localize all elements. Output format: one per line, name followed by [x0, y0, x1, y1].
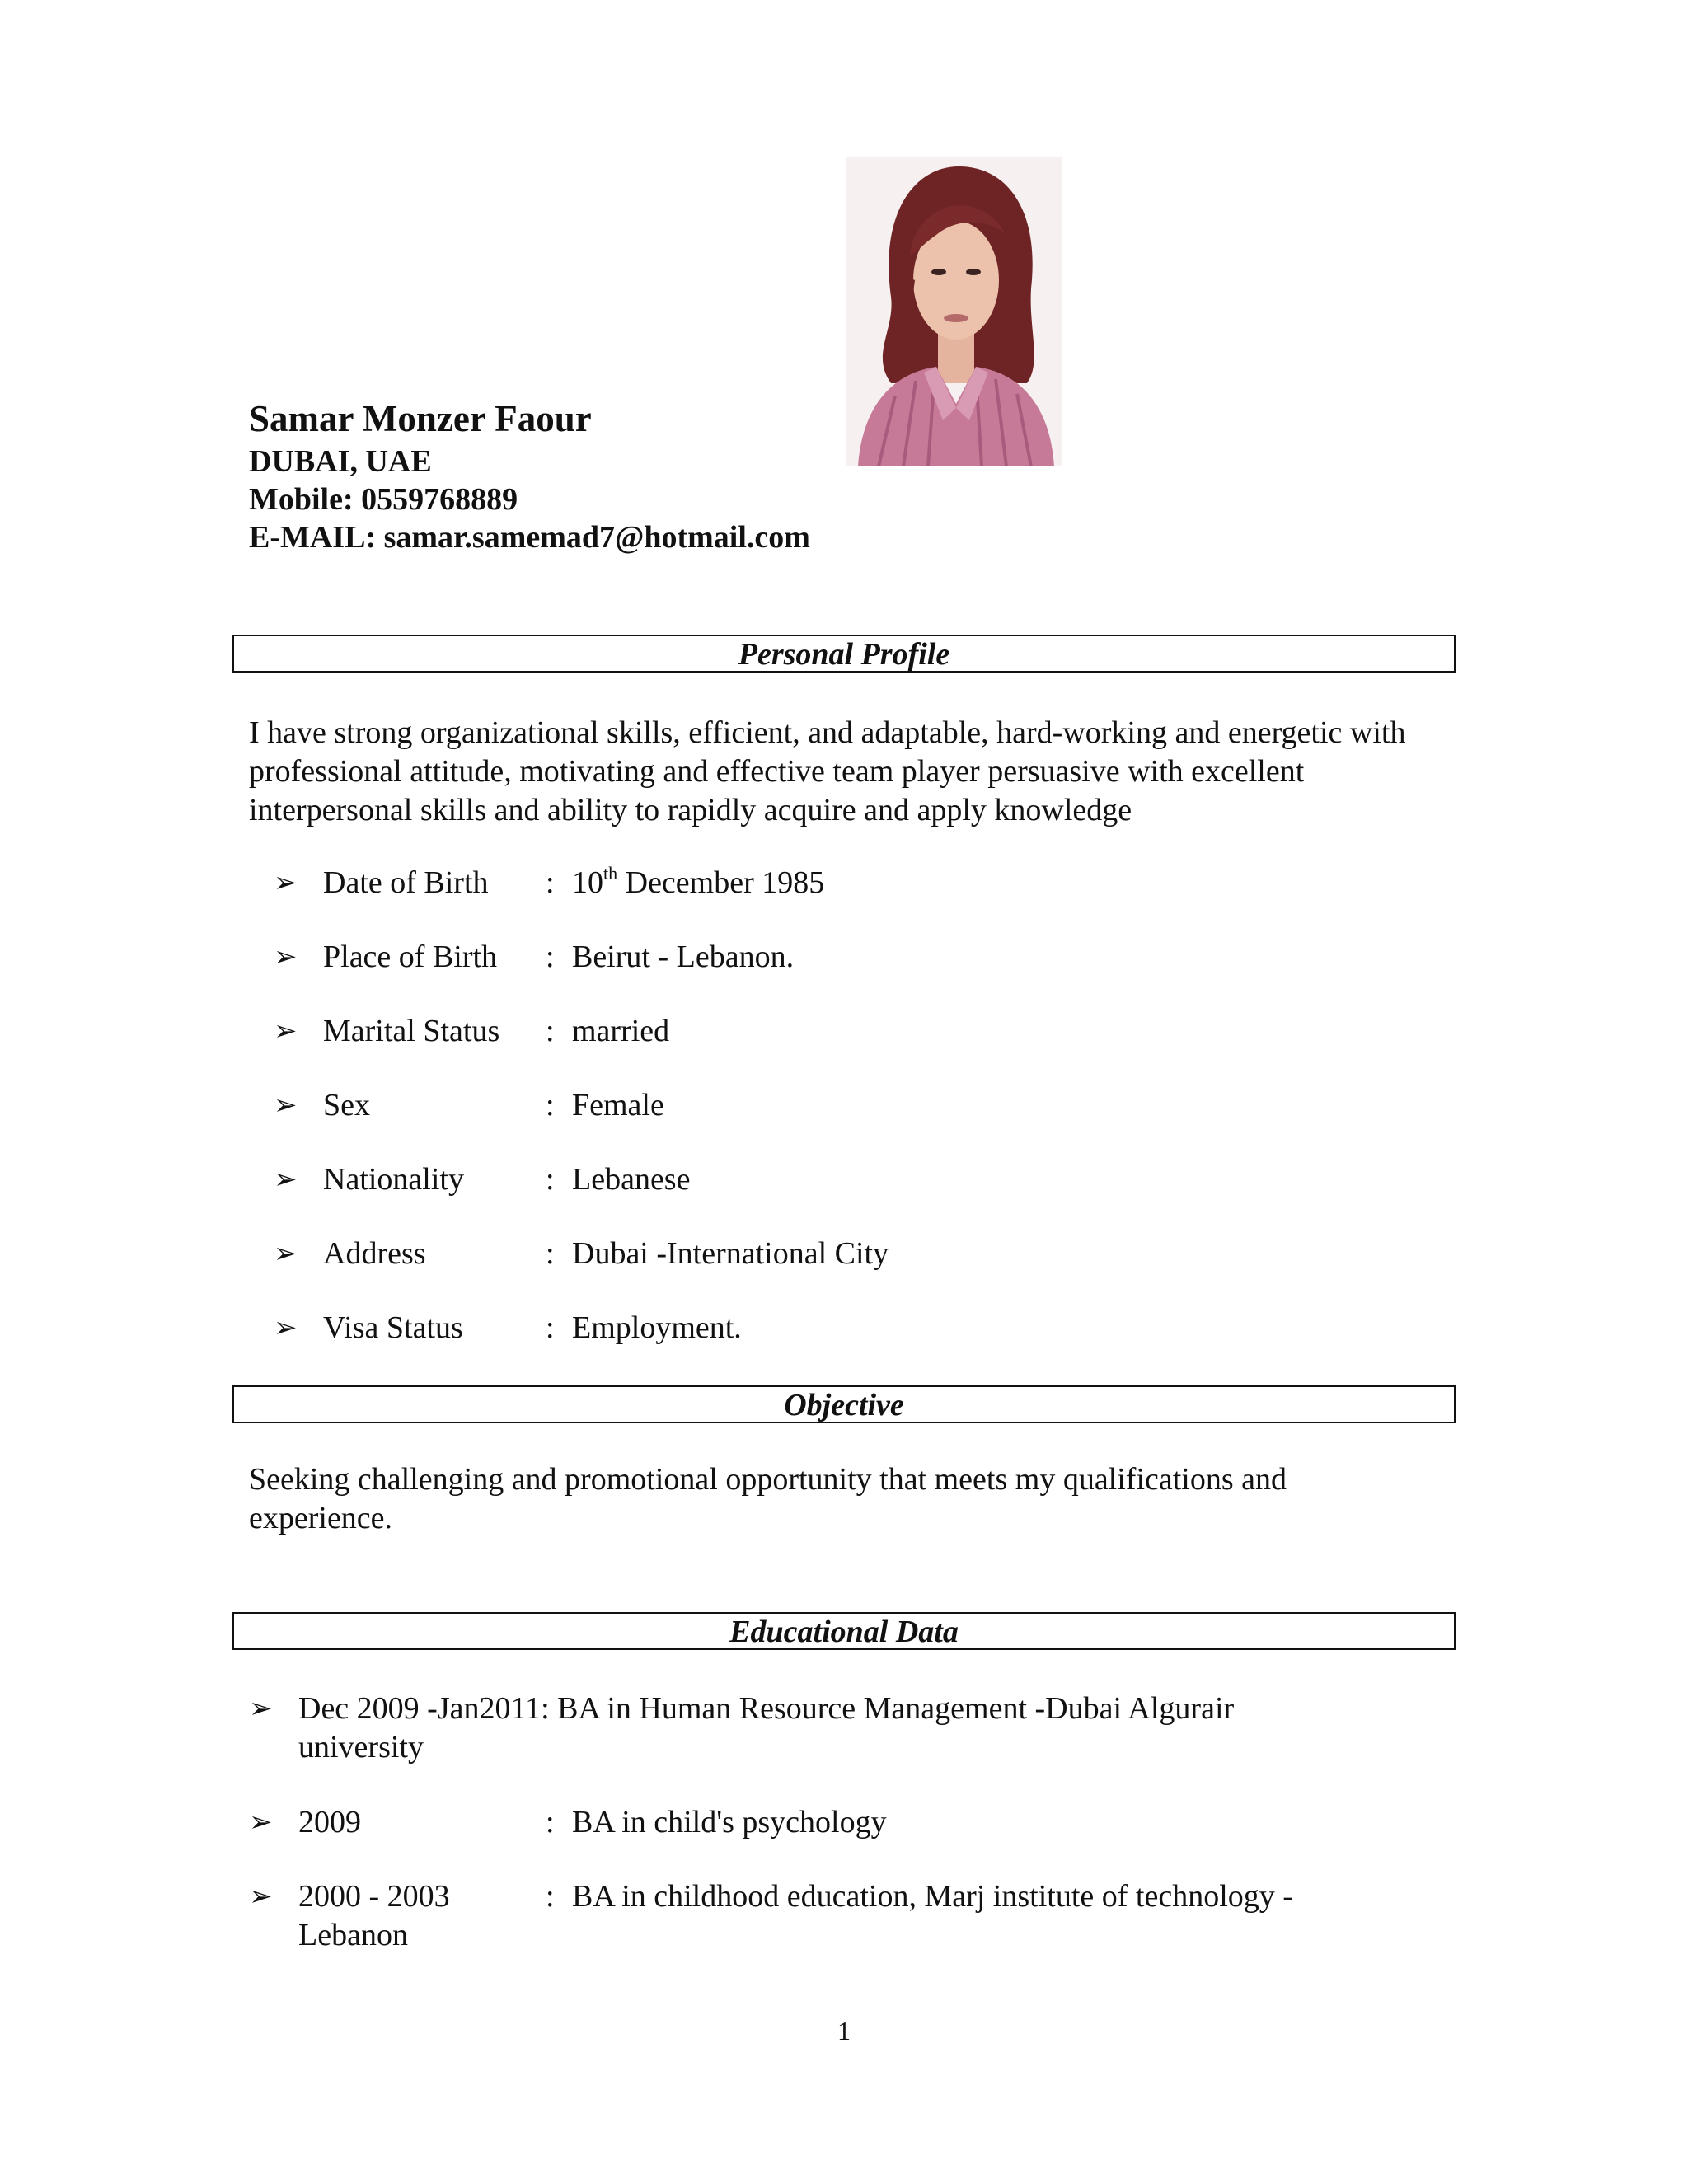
detail-label: Nationality: [323, 1162, 464, 1197]
detail-value: Lebanese: [572, 1162, 691, 1197]
education-degree: BA in childhood education, Marj institute of technology -: [572, 1879, 1293, 1914]
location: DUBAI, UAE: [249, 444, 432, 479]
education-line-cont: Lebanon: [298, 1918, 408, 1952]
detail-value: Employment.: [572, 1310, 742, 1345]
detail-value: married: [572, 1014, 670, 1048]
candidate-name: Samar Monzer Faour: [249, 398, 592, 439]
detail-colon: :: [546, 1014, 555, 1048]
detail-value: Dubai -International City: [572, 1236, 889, 1271]
profile-photo: [846, 157, 1062, 466]
education-period: 2000 - 2003: [298, 1879, 450, 1914]
arrow-bullet-icon: ➢: [249, 1882, 273, 1912]
email-address: E-MAIL: samar.samemad7@hotmail.com: [249, 520, 810, 555]
education-degree: BA in child's psychology: [572, 1805, 887, 1840]
detail-label: Sex: [323, 1088, 370, 1122]
arrow-bullet-icon: ➢: [274, 1090, 298, 1121]
education-colon: :: [546, 1805, 555, 1840]
arrow-bullet-icon: ➢: [249, 1694, 273, 1724]
detail-value: Beirut - Lebanon.: [572, 940, 795, 974]
objective-text-line2: experience.: [249, 1501, 393, 1535]
objective-text-line1: Seeking challenging and promotional opportunity that meets my qualifications and: [249, 1462, 1287, 1497]
arrow-bullet-icon: ➢: [249, 1807, 273, 1838]
arrow-bullet-icon: ➢: [274, 1165, 298, 1195]
detail-colon: :: [546, 1162, 555, 1197]
portrait-image: [846, 157, 1062, 466]
detail-colon: :: [546, 940, 555, 974]
arrow-bullet-icon: ➢: [274, 1239, 298, 1269]
detail-value: 10th December 1985: [572, 863, 825, 900]
arrow-bullet-icon: ➢: [274, 1313, 298, 1343]
education-item: [0, 1690, 1688, 1772]
detail-colon: :: [546, 1310, 555, 1345]
detail-label: Place of Birth: [323, 940, 498, 974]
section-personal-profile: Personal Profile: [232, 635, 1456, 673]
profile-summary: I have strong organizational skills, efficient, and adaptable, hard-working and energetic with professional attitude, motivating and effective team player persuasive with excellent interpersonal skills and ability to rapidly acquire and apply knowledge: [249, 715, 1406, 827]
detail-label: Marital Status: [323, 1014, 500, 1048]
education-period: 2009: [298, 1805, 361, 1840]
page-number: 1: [837, 2016, 851, 2046]
detail-label: Address: [323, 1236, 426, 1271]
education-item: [0, 1803, 1688, 1844]
arrow-bullet-icon: ➢: [274, 868, 298, 898]
education-line-cont: university: [298, 1730, 424, 1765]
detail-colon: :: [546, 1088, 555, 1122]
mobile-number: Mobile: 0559768889: [249, 482, 518, 517]
detail-label: Visa Status: [323, 1310, 463, 1345]
education-line: Dec 2009 -Jan2011: BA in Human Resource Management -Dubai Algurair: [298, 1691, 1235, 1726]
detail-colon: :: [546, 865, 555, 900]
section-objective: Objective: [232, 1385, 1456, 1423]
section-educational-data: Educational Data: [232, 1612, 1456, 1650]
education-item: [0, 1877, 1688, 1960]
detail-value: Female: [572, 1088, 664, 1122]
arrow-bullet-icon: ➢: [274, 942, 298, 972]
detail-colon: :: [546, 1236, 555, 1271]
detail-label: Date of Birth: [323, 865, 489, 900]
education-colon: :: [546, 1879, 555, 1914]
arrow-bullet-icon: ➢: [274, 1016, 298, 1047]
